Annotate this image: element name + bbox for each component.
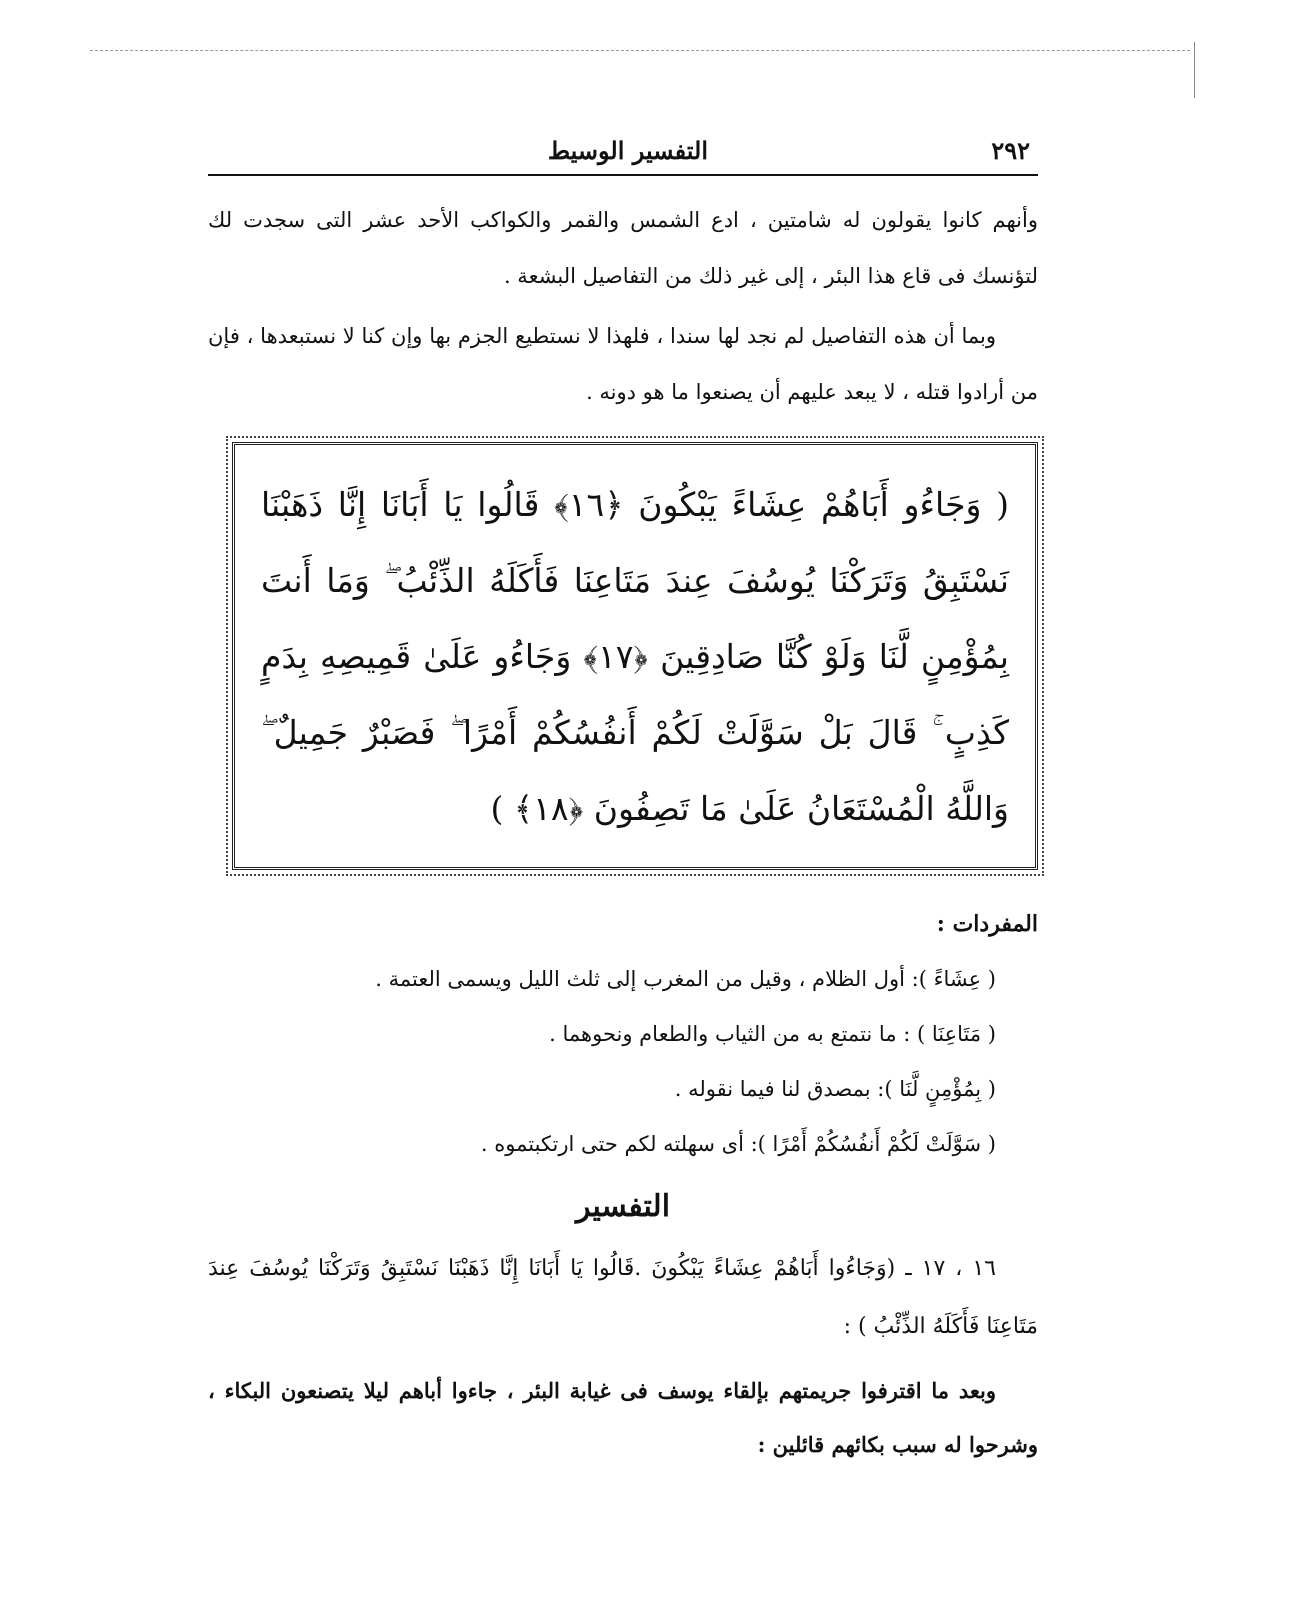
vocabulary-heading: المفردات : bbox=[936, 911, 1038, 937]
vocabulary-item: ( سَوَّلَتْ لَكُمْ أَنفُسُكُمْ أَمْرًا ): أى سهلته لكم حتى ارتكبتموه . bbox=[480, 1132, 996, 1156]
quran-verse-frame bbox=[232, 442, 1038, 870]
intro-paragraph-2: وبما أن هذه التفاصيل لم نجد لها سندا ، فلهذا لا نستطيع الجزم بها وإن كنا لا نستبعدها ، فإن من أرادوا قتله ، لا يبعد عليهم أن يصنعوا ما هو دونه . bbox=[208, 324, 1038, 404]
vocabulary-item: ( مَتَاعِنَا ) : ما نتمتع به من الثياب والطعام ونحوهما . bbox=[549, 1022, 996, 1046]
vocabulary-item: ( عِشَاءً ): أول الظلام ، وقيل من المغرب إلى ثلث الليل ويسمى العتمة . bbox=[375, 967, 996, 991]
tafsir-heading: التفسير bbox=[575, 1189, 671, 1224]
scan-border-line bbox=[90, 50, 1190, 51]
page-number: ٢٩٢ bbox=[991, 136, 1030, 165]
tafsir-verse-reference: ١٦ ، ١٧ ـ (وَجَاءُوا أَبَاهُمْ عِشَاءً يَبْكُونَ .قَالُوا يَا أَبَانَا إِنَّا ذَهَبْنَا نَسْتَبِقُ وَتَرَكْنَا يُوسُفَ عِندَ مَتَاعِنَا فَأَكَلَهُ الذِّئْبُ ) : bbox=[208, 1256, 1038, 1339]
book-title: التفسير الوسيط bbox=[547, 136, 708, 165]
tafsir-paragraph: وبعد ما اقترفوا جريمتهم بإلقاء يوسف فى غيابة البئر ، جاءوا أباهم ليلا يتصنعون البكاء ، وشرحوا له سبب بكائهم قائلين : bbox=[208, 1378, 1038, 1457]
book-page bbox=[208, 130, 1038, 1472]
quran-verse-text: ( وَجَاءُو أَبَاهُمْ عِشَاءً يَبْكُونَ ﴿١٦﴾ قَالُوا يَا أَبَانَا إِنَّا ذَهَبْنَا نَسْتَبِقُ وَتَرَكْنَا يُوسُفَ عِندَ مَتَاعِنَا فَأَكَلَهُ الذِّئْبُ ۖ وَمَا أَنتَ بِمُؤْمِنٍ لَّنَا وَلَوْ كُنَّا صَادِقِينَ ﴿١٧﴾ وَجَاءُو عَلَىٰ قَمِيصِهِ بِدَمٍ كَذِبٍ ۚ قَالَ بَلْ سَوَّلَتْ لَكُمْ أَنفُسُكُمْ أَمْرًا ۖ فَصَبْرٌ جَمِيلٌ ۖ وَاللَّهُ الْمُسْتَعَانُ عَلَىٰ مَا تَصِفُونَ ﴿١٨﴾ ) bbox=[261, 485, 1010, 828]
vocabulary-list bbox=[208, 952, 996, 1172]
intro-paragraph-1: وأنهم كانوا يقولون له شامتين ، ادع الشمس والقمر والكواكب الأحد عشر التى سجدت لك لتؤنسك فى قاع هذا البئر ، إلى غير ذلك من التفاصيل البشعة . bbox=[208, 208, 1038, 288]
scan-edge-mark bbox=[1194, 42, 1195, 98]
running-header bbox=[208, 130, 1038, 176]
vocabulary-item: ( بِمُؤْمِنٍ لَّنَا ): بمصدق لنا فيما نقوله . bbox=[674, 1077, 996, 1101]
